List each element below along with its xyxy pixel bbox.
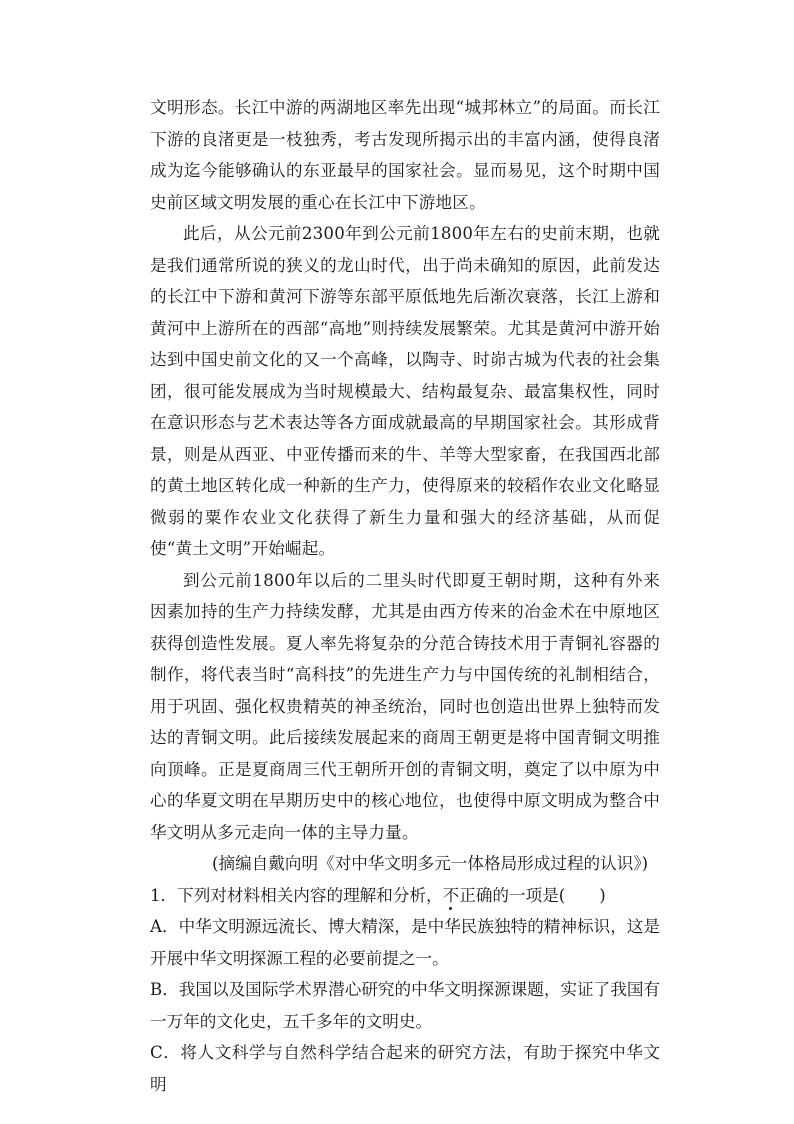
document-page: [150, 92, 660, 1100]
emphasis-dot-not: 不: [442, 885, 460, 905]
question-close-paren: ): [599, 885, 606, 905]
question-stem-text-2: 正确的一项是(: [459, 885, 566, 905]
question-1-stem: [150, 880, 660, 912]
source-citation: (摘编自戴向明《对中华文明多元一体格局形成过程的认识》): [212, 854, 649, 873]
paragraph-3: 到公元前1800年以后的二里头时代即夏王朝时期，这种有外来因素加持的生产力持续发酵，尤其是由西方传来的冶金术在中原地区获得创造性发展。夏人率先将复杂的分范合铸技术用于青铜礼容器的制作，将代表当时“高科技”的先进生产力与中国传统的礼制相结合，用于巩固、强化权贵精英的神圣统治，同时也创造出世界上独特而发达的青铜文明。此后接续发展起来的商周王朝更是将中国青铜文明推向顶峰。正是夏商周三代王朝所开创的青铜文明，奠定了以中原为中心的华夏文明在早期历史中的核心地位，也使得中原文明成为整合中华文明从多元走向一体的主导力量。: [150, 570, 660, 842]
option-a: A．中华文明源远流长、博大精深，是中华民族独特的精神标识，这是开展中华文明探源工程的必要前提之一。: [150, 917, 660, 968]
question-stem-text: 1．下列对材料相关内容的理解和分析，: [150, 885, 443, 905]
option-b: B．我国以及国际学术界潜心研究的中华文明探源课题，实证了我国有一万年的文化史，五千多年的文明史。: [150, 980, 661, 1031]
paragraph-2: 此后，从公元前2300年到公元前1800年左右的史前末期，也就是我们通常所说的狭义的龙山时代，出于尚未确知的原因，此前发达的长江中下游和黄河下游等东部平原低地先后渐次衰落，长江上游和黄河中上游所在的西部“高地”则持续发展繁荣。尤其是黄河中游开始达到中国史前文化的又一个高峰，以陶寺、时峁古城为代表的社会集团，很可能发展成为当时规模最大、结构最复杂、最富集权性，同时在意识形态与艺术表达等各方面成就最高的早期国家社会。其形成背景，则是从西亚、中亚传播而来的牛、羊等大型家畜，在我国西北部的黄土地区转化成一种新的生产力，使得原来的较稻作农业文化略显微弱的粟作农业文化获得了新生力量和强大的经济基础，从而促使“黄土文明”开始崛起。: [150, 224, 660, 558]
option-c: C．将人文科学与自然科学结合起来的研究方法，有助于探究中华文明: [150, 1043, 660, 1094]
paragraph-1: 文明形态。长江中游的两湖地区率先出现“城邦林立”的局面。而长江下游的良渚更是一枝独秀，考古发现所揭示出的丰富内涵，使得良渚成为迄今能够确认的东亚最早的国家社会。显而易见，这个时期中国史前区域文明发展的重心在长江中下游地区。: [150, 98, 660, 212]
